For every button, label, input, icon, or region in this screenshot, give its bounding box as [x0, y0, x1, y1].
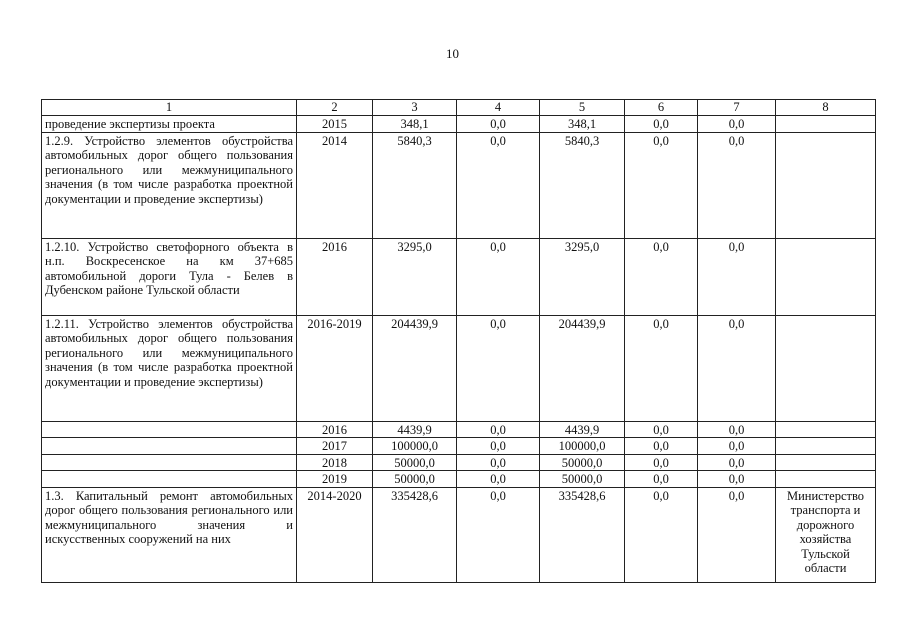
- row-responsible: [776, 421, 876, 438]
- table-row: [42, 315, 876, 421]
- page-number: 10: [446, 46, 459, 61]
- row-responsible: [776, 454, 876, 471]
- row-value-col3: 335428,6: [373, 487, 457, 582]
- row-value-col5: 100000,0: [540, 438, 625, 455]
- header-cell: 4: [457, 100, 540, 116]
- row-value-col7: 0,0: [698, 438, 776, 455]
- row-year: 2019: [297, 471, 373, 488]
- row-year: 2016: [297, 238, 373, 315]
- row-value-col7: 0,0: [698, 115, 776, 132]
- row-responsible: [776, 115, 876, 132]
- row-description: [42, 438, 297, 455]
- header-cell: 2: [297, 100, 373, 116]
- header-cell: 3: [373, 100, 457, 116]
- row-value-col5: 5840,3: [540, 132, 625, 238]
- header-row: [42, 100, 876, 116]
- row-value-col5: 50000,0: [540, 471, 625, 488]
- header-cell: 1: [42, 100, 297, 116]
- table-row: [42, 471, 876, 488]
- row-description: 1.2.11. Устройство элементов обустройства автомобильных дорог общего пользования регионального или межмуниципального значения (в том числе разработка проектной документации и проведение экспертизы): [42, 315, 297, 421]
- row-description: [42, 421, 297, 438]
- row-value-col4: 0,0: [457, 471, 540, 488]
- table-row: [42, 487, 876, 582]
- row-value-col4: 0,0: [457, 132, 540, 238]
- row-value-col6: 0,0: [625, 438, 698, 455]
- row-value-col4: 0,0: [457, 238, 540, 315]
- row-year: 2015: [297, 115, 373, 132]
- row-value-col5: 335428,6: [540, 487, 625, 582]
- row-responsible: Министерство транспорта и дорожного хозяйства Тульской области: [776, 487, 876, 582]
- row-description: 1.2.10. Устройство светофорного объекта в н.п. Воскресенское на км 37+685 автомобильной дороги Тула - Белев в Дубенском районе Тульской области: [42, 238, 297, 315]
- row-value-col7: 0,0: [698, 421, 776, 438]
- row-value-col6: 0,0: [625, 115, 698, 132]
- row-value-col7: 0,0: [698, 315, 776, 421]
- table-row: [42, 454, 876, 471]
- row-value-col5: 50000,0: [540, 454, 625, 471]
- row-value-col4: 0,0: [457, 438, 540, 455]
- row-description: [42, 454, 297, 471]
- row-value-col3: 100000,0: [373, 438, 457, 455]
- header-cell: 6: [625, 100, 698, 116]
- row-value-col6: 0,0: [625, 454, 698, 471]
- row-description: 1.2.9. Устройство элементов обустройства автомобильных дорог общего пользования регионального или межмуниципального значения (в том числе разработка проектной документации и проведение экспертизы): [42, 132, 297, 238]
- row-value-col5: 4439,9: [540, 421, 625, 438]
- row-responsible: [776, 438, 876, 455]
- row-value-col7: 0,0: [698, 454, 776, 471]
- row-responsible: [776, 471, 876, 488]
- row-year: 2016: [297, 421, 373, 438]
- row-value-col7: 0,0: [698, 471, 776, 488]
- row-responsible: [776, 132, 876, 238]
- row-description: проведение экспертизы проекта: [42, 115, 297, 132]
- table-row: [42, 438, 876, 455]
- header-cell: 7: [698, 100, 776, 116]
- row-value-col3: 50000,0: [373, 454, 457, 471]
- row-value-col7: 0,0: [698, 238, 776, 315]
- row-year: 2014: [297, 132, 373, 238]
- header-cell: 8: [776, 100, 876, 116]
- row-description: 1.3. Капитальный ремонт автомобильных дорог общего пользования регионального или межмуниципального значения и искусственных сооружений на них: [42, 487, 297, 582]
- row-value-col5: 348,1: [540, 115, 625, 132]
- row-value-col3: 204439,9: [373, 315, 457, 421]
- table-row: [42, 421, 876, 438]
- table-row: [42, 132, 876, 238]
- row-value-col6: 0,0: [625, 315, 698, 421]
- row-value-col4: 0,0: [457, 487, 540, 582]
- row-value-col6: 0,0: [625, 471, 698, 488]
- row-value-col4: 0,0: [457, 454, 540, 471]
- row-year: 2018: [297, 454, 373, 471]
- row-year: 2017: [297, 438, 373, 455]
- header-cell: 5: [540, 100, 625, 116]
- row-value-col7: 0,0: [698, 132, 776, 238]
- row-value-col3: 50000,0: [373, 471, 457, 488]
- row-value-col4: 0,0: [457, 315, 540, 421]
- row-value-col5: 3295,0: [540, 238, 625, 315]
- row-value-col3: 3295,0: [373, 238, 457, 315]
- row-description: [42, 471, 297, 488]
- row-year: 2014-2020: [297, 487, 373, 582]
- program-table: [41, 99, 876, 583]
- row-value-col4: 0,0: [457, 115, 540, 132]
- table-row: [42, 115, 876, 132]
- row-value-col6: 0,0: [625, 421, 698, 438]
- row-value-col7: 0,0: [698, 487, 776, 582]
- row-value-col3: 348,1: [373, 115, 457, 132]
- table-row: [42, 238, 876, 315]
- row-responsible: [776, 238, 876, 315]
- row-value-col6: 0,0: [625, 132, 698, 238]
- row-value-col4: 0,0: [457, 421, 540, 438]
- row-responsible: [776, 315, 876, 421]
- row-value-col6: 0,0: [625, 238, 698, 315]
- row-value-col3: 4439,9: [373, 421, 457, 438]
- row-value-col3: 5840,3: [373, 132, 457, 238]
- row-value-col6: 0,0: [625, 487, 698, 582]
- row-year: 2016-2019: [297, 315, 373, 421]
- row-value-col5: 204439,9: [540, 315, 625, 421]
